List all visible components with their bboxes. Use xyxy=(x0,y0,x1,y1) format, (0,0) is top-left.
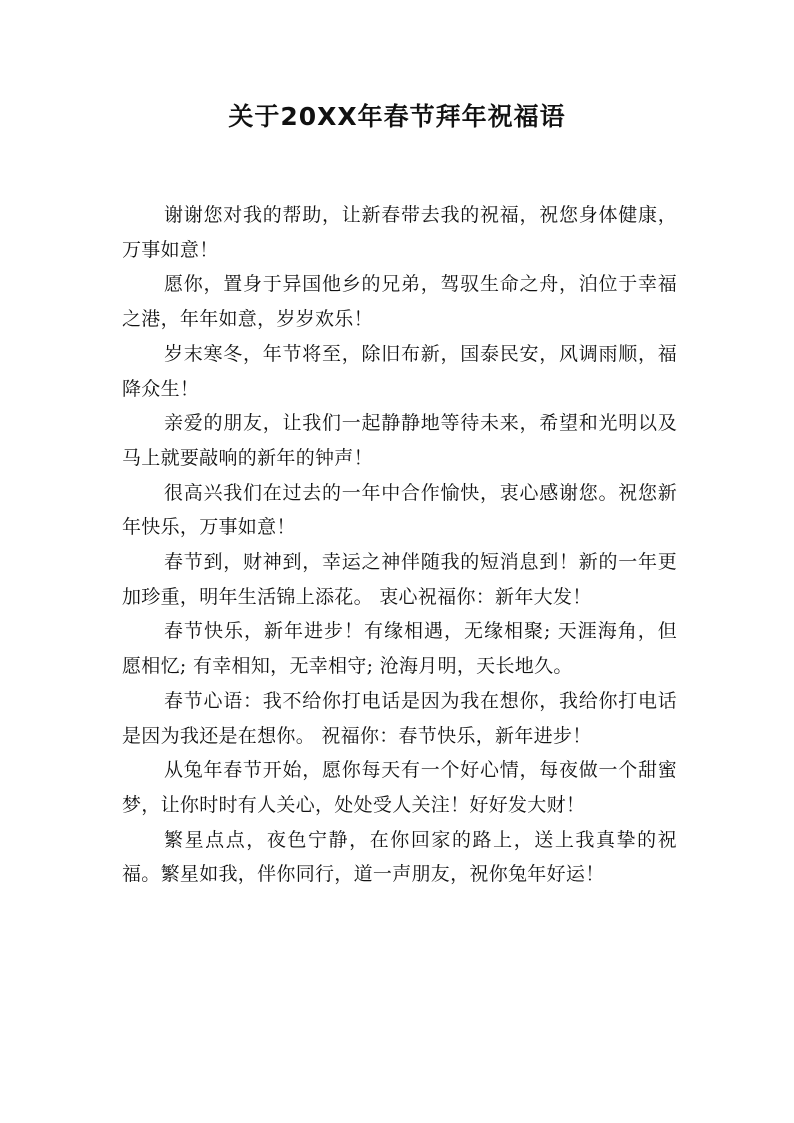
paragraph: 很高兴我们在过去的一年中合作愉快，衷心感谢您。祝您新年快乐，万事如意！ xyxy=(122,481,677,539)
paragraph: 岁末寒冬，年节将至，除旧布新，国泰民安，风调雨顺，福降众生！ xyxy=(122,342,677,400)
document-body xyxy=(122,198,677,892)
paragraph: 春节心语：我不给你打电话是因为我在想你，我给你打电话是因为我还是在想你。 祝福你：春节快乐，新年进步！ xyxy=(122,689,677,747)
document-title: 关于20XX年春节拜年祝福语 xyxy=(228,102,566,131)
paragraph: 愿你，置身于异国他乡的兄弟，驾驭生命之舟，泊位于幸福之港，年年如意，岁岁欢乐！ xyxy=(122,273,677,331)
paragraph: 从兔年春节开始，愿你每天有一个好心情，每夜做一个甜蜜梦，让你时时有人关心，处处受人关注！好好发大财！ xyxy=(122,759,677,816)
paragraph: 春节到，财神到，幸运之神伴随我的短消息到！新的一年更加珍重，明年生活锦上添花。 衷心祝福你：新年大发！ xyxy=(122,551,677,608)
paragraph: 春节快乐，新年进步！有缘相遇，无缘相聚; 天涯海角，但愿相忆; 有幸相知，无幸相守; 沧海月明，天长地久。 xyxy=(122,620,677,678)
paragraph: 亲爱的朋友，让我们一起静静地等待未来，希望和光明以及马上就要敲响的新年的钟声！ xyxy=(122,412,677,469)
paragraph: 繁星点点，夜色宁静，在你回家的路上，送上我真挚的祝福。繁星如我，伴你同行，道一声朋友，祝你兔年好运！ xyxy=(122,828,677,886)
paragraph: 谢谢您对我的帮助，让新春带去我的祝福，祝您身体健康，万事如意！ xyxy=(122,204,677,261)
